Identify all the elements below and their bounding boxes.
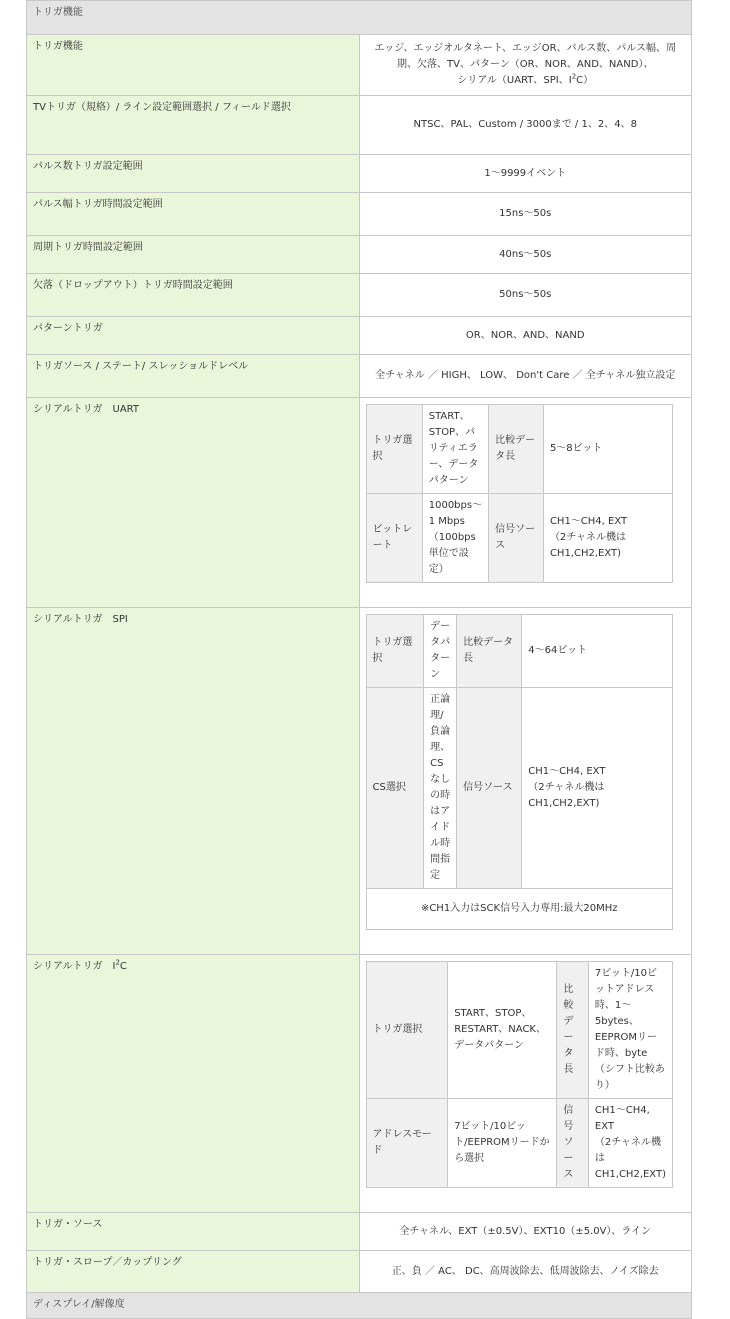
spec-sheet <box>26 0 692 1319</box>
value-period: 40ns〜50s <box>359 236 692 274</box>
value-trigger-source: 全チャネル、EXT（±0.5V）、EXT10（±5.0V）、ライン <box>359 1213 692 1251</box>
value-source-state: 全チャネル ／ HIGH、 LOW、 Don't Care ／ 全チャネル独立設定 <box>359 355 692 398</box>
value-dropout: 50ns〜50s <box>359 274 692 317</box>
i2c-source-value: CH1〜CH4, EXT （2チャネル機はCH1,CH2,EXT) <box>588 1099 672 1188</box>
i2c-trigger-select-label: トリガ選択 <box>366 962 448 1099</box>
value-trigger-function <box>359 35 692 96</box>
spi-trigger-select-label: トリガ選択 <box>366 615 424 688</box>
i2c-source-label: 信号ソース <box>557 1099 589 1188</box>
uart-bitrate-label: ビットレート <box>366 494 422 583</box>
value-pattern: OR、NOR、AND、NAND <box>359 317 692 355</box>
label-trigger-source: トリガ・ソース <box>27 1213 360 1251</box>
i2c-address-mode-label: アドレスモード <box>366 1099 448 1188</box>
i2c-data-length-label: 比較データ長 <box>557 962 589 1099</box>
spi-cs-select-label: CS選択 <box>366 688 424 889</box>
value-pulse-width: 15ns〜50s <box>359 193 692 236</box>
label-pulse-count: パルス数トリガ設定範囲 <box>27 155 360 193</box>
label-dropout: 欠落（ドロップアウト）トリガ時間設定範囲 <box>27 274 360 317</box>
spi-data-length-label: 比較データ長 <box>457 615 522 688</box>
uart-trigger-select-value: START、STOP、パリティエラー、データパターン <box>422 405 488 494</box>
label-period: 周期トリガ時間設定範囲 <box>27 236 360 274</box>
trigger-function-line1: エッジ、エッジオルタネート、エッジOR、パルス数、パルス幅、周期、欠落、TV、パターン（OR、NOR、AND、NAND）、 <box>374 43 677 70</box>
i2c-address-mode-value: 7ビット/10ビット/EEPROMリードから選択 <box>448 1099 557 1188</box>
label-pulse-width: パルス幅トリガ時間設定範囲 <box>27 193 360 236</box>
spi-note: ※CH1入力はSCK信号入力専用:最大20MHz <box>366 889 673 930</box>
spi-table <box>366 614 674 930</box>
uart-data-length-value: 5〜8ビット <box>543 405 672 494</box>
value-pulse-count: 1〜9999イベント <box>359 155 692 193</box>
spi-trigger-select-value: データパターン <box>424 615 457 688</box>
label-uart: シリアルトリガ UART <box>27 398 360 608</box>
spi-cs-select-value: 正論理/負論理、 CSなしの時はアイドル時間指定 <box>424 688 457 889</box>
label-spi: シリアルトリガ SPI <box>27 608 360 955</box>
spi-source-label: 信号ソース <box>457 688 522 889</box>
label-trigger-slope: トリガ・スロープ／カップリング <box>27 1251 360 1293</box>
trigger-spec-table <box>26 0 692 1319</box>
value-trigger-slope: 正、負 ／ AC、 DC、高周波除去、低周波除去、ノイズ除去 <box>359 1251 692 1293</box>
i2c-table <box>366 961 674 1188</box>
uart-trigger-select-label: トリガ選択 <box>366 405 422 494</box>
uart-bitrate-value: 1000bps〜1 Mbps （100bps単位で設定） <box>422 494 488 583</box>
value-tv-trigger: NTSC、PAL、Custom / 3000まで / 1、2、4、8 <box>359 96 692 155</box>
trigger-function-line2: シリアル（UART、SPI、$I^2C$） <box>457 72 594 86</box>
label-i2c: シリアルトリガ $I^2C$ <box>27 955 360 1213</box>
spi-data-length-value: 4〜64ビット <box>522 615 673 688</box>
uart-data-length-label: 比較データ長 <box>489 405 544 494</box>
section-header-display: ディスプレイ/解像度 <box>27 1293 692 1319</box>
i2c-data-length-value: 7ビット/10ビットアドレス時、1〜5bytes、EEPROMリード時、byte（シフト比較あり） <box>588 962 672 1099</box>
label-tv-trigger: TVトリガ（規格）/ ライン設定範囲選択 / フィールド選択 <box>27 96 360 155</box>
uart-source-value: CH1〜CH4, EXT （2チャネル機は CH1,CH2,EXT) <box>543 494 672 583</box>
i2c-trigger-select-value: START、STOP、RESTART、NACK、データパターン <box>448 962 557 1099</box>
spi-source-value: CH1〜CH4, EXT （2チャネル機はCH1,CH2,EXT) <box>522 688 673 889</box>
label-trigger-function: トリガ機能 <box>27 35 360 96</box>
label-pattern: パターントリガ <box>27 317 360 355</box>
uart-source-label: 信号ソース <box>489 494 544 583</box>
label-source-state: トリガソース / ステート/ スレッショルドレベル <box>27 355 360 398</box>
uart-table <box>366 404 674 583</box>
section-header-trigger: トリガ機能 <box>27 1 692 35</box>
